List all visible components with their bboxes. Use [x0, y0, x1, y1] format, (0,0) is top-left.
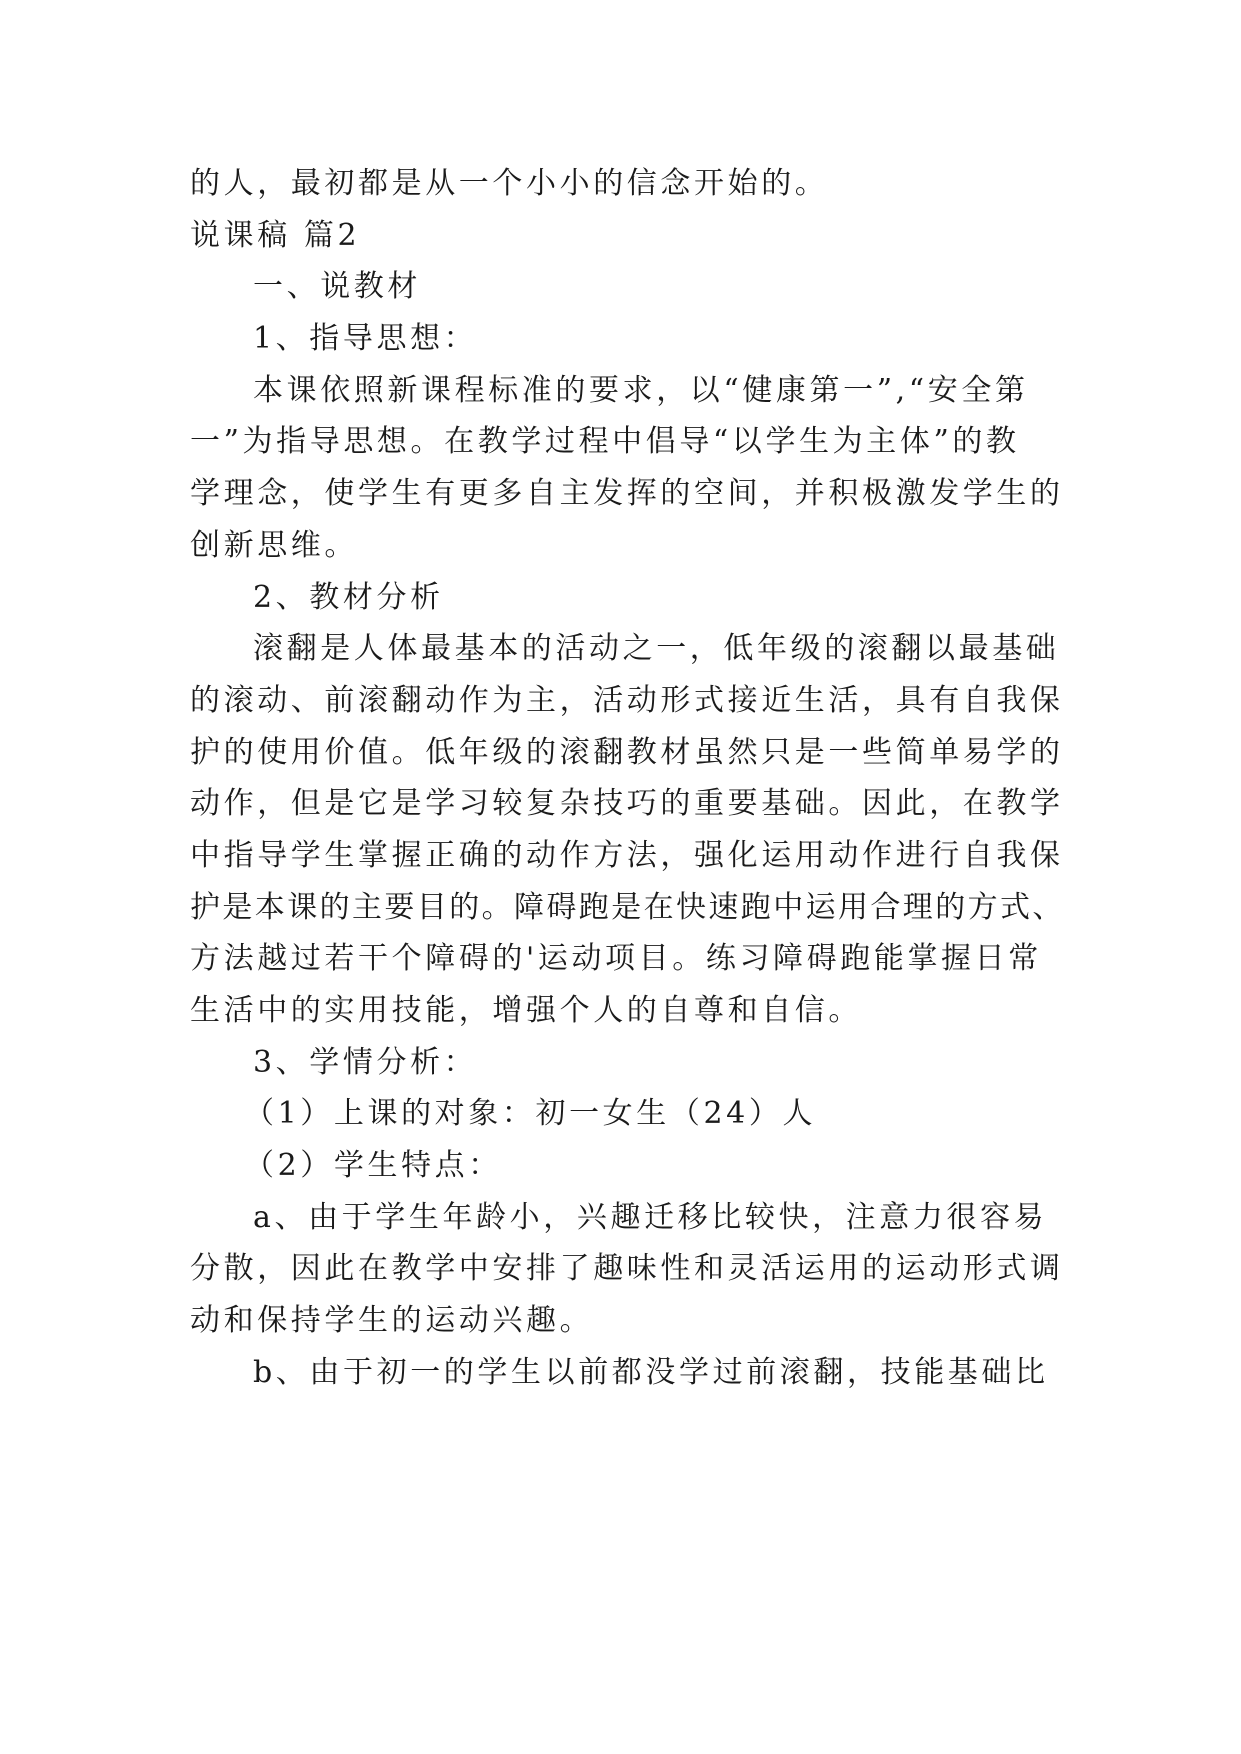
text-line: 分散，因此在教学中安排了趣味性和灵活运用的运动形式调 [190, 1251, 1064, 1287]
list-item: （1）上课的对象：初一女生（24）人 [244, 1096, 817, 1132]
subheading: 一、说教材 [253, 269, 421, 305]
text-line: 动作，但是它是学习较复杂技巧的重要基础。因此，在教学 [190, 786, 1064, 822]
text-line: 一”为指导思想。在教学过程中倡导“以学生为主体”的教 [190, 424, 1020, 460]
section-heading: 说课稿 篇2 [190, 217, 361, 253]
text-line: b、由于初一的学生以前都没学过前滚翻，技能基础比 [253, 1354, 1049, 1390]
text-line: 中指导学生掌握正确的动作方法，强化运用动作进行自我保 [190, 837, 1064, 873]
text-line: a、由于学生年龄小，兴趣迁移比较快，注意力很容易 [253, 1199, 1048, 1235]
subheading: 2、教材分析 [253, 579, 444, 615]
text-line: 滚翻是人体最基本的活动之一，低年级的滚翻以最基础 [253, 631, 1060, 667]
document-body [190, 158, 1065, 1399]
text-line: 的人，最初都是从一个小小的信念开始的。 [190, 166, 829, 201]
text-line: 创新思维。 [190, 527, 358, 563]
text-line: 本课依照新课程标准的要求，以“健康第一”,“安全第 [253, 372, 1029, 408]
text-line: 护是本课的主要目的。障碍跑是在快速跑中运用合理的方式、 [190, 889, 1065, 925]
subheading: 3、学情分析： [253, 1044, 478, 1080]
text-line: 方法越过若干个障碍的'运动项目。练习障碍跑能掌握日常 [190, 941, 1042, 977]
text-line: 护的使用价值。低年级的滚翻教材虽然只是一些简单易学的 [190, 734, 1064, 770]
list-item: （2）学生特点： [244, 1148, 502, 1184]
subheading: 1、指导思想： [253, 321, 478, 357]
text-line: 的滚动、前滚翻动作为主，活动形式接近生活，具有自我保 [190, 682, 1064, 718]
text-line: 生活中的实用技能，增强个人的自尊和自信。 [190, 993, 862, 1028]
text-line: 学理念，使学生有更多自主发挥的空间，并积极激发学生的 [190, 476, 1064, 512]
text-line: 动和保持学生的运动兴趣。 [190, 1303, 594, 1339]
